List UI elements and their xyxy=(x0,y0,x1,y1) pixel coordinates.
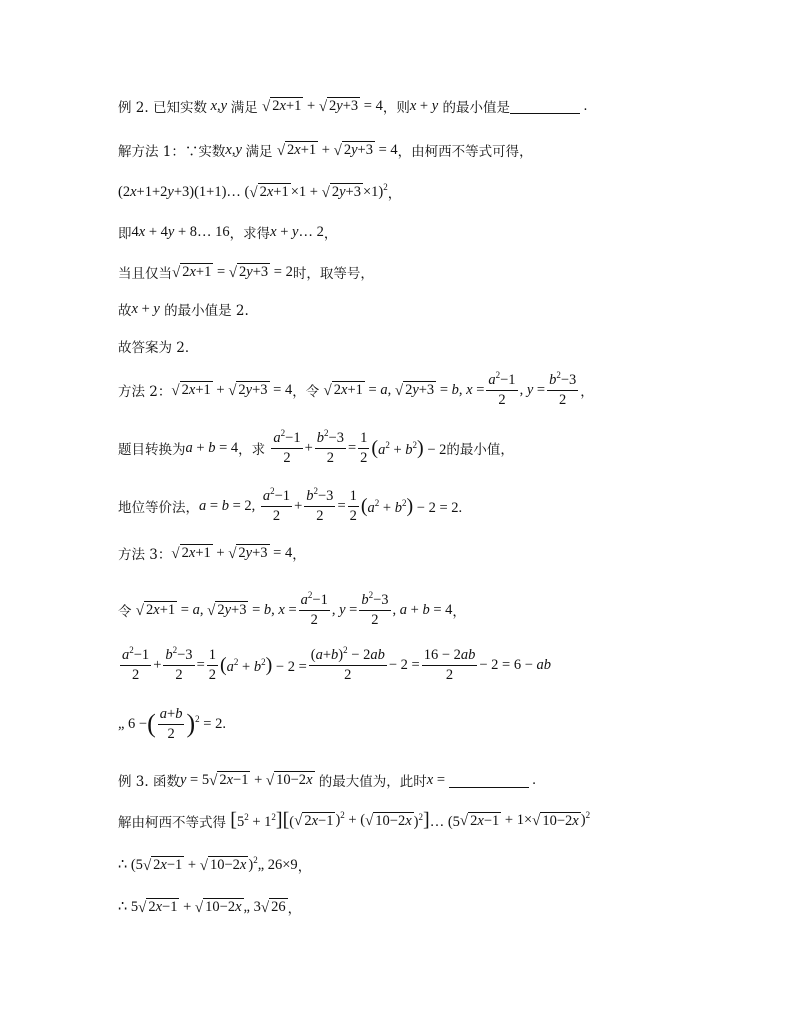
equality-condition: 当且仅当 √ 2x+1 = √ 2y+3 = 2 时，取等号， xyxy=(118,263,374,282)
example-3-bound: ∴ 5 √ 2x−1 + √ 10−2x „ 3 √ 26 ， xyxy=(118,898,302,917)
answer-blank xyxy=(510,99,580,114)
cauchy-inequality: (2x+1+2y+3)(1+1)… ( √ 2x+1 ×1 + √ 2y+3 ×1)$^2$ ， xyxy=(118,181,402,202)
method-3-conclusion: „ 6 − ( $\frac{a+b}{2}$ ) $^2$ = 2. xyxy=(118,706,226,742)
method-3-derivation: $\frac{a^2-1}{2}$ + $\frac{b^2-3}{2}$ = $\frac{1}{2}$ $(a^2 + b^2) - 2$ = $\frac{(a+b)^2 - 2ab}{2}$ − 2 = $\frac{16 - 2ab}{2}$ − 2 = 6 − ab xyxy=(122,645,552,683)
method-3-start: 方法 3： √ 2x+1 + √ 2y+3 = 4 ， xyxy=(118,544,306,563)
answer-blank-2 xyxy=(449,773,529,788)
answer-statement: 故答案为 2． xyxy=(118,340,199,356)
method-2-substitution: 方法 2： √ 2x+1 + √ 2y+3 = 4 ，令 √ 2x+1 = a, √ 2y+3 = b, x = $\frac{a^2-1}{2}$ , y = $\frac{b^2-3}{2}$ ， xyxy=(118,370,594,408)
sqrt-2x-plus-1: √ 2x+1 xyxy=(262,98,302,115)
method-3-substitution: 令 √ 2x+1 = a, √ 2y+3 = b, x = $\frac{a^2-1}{2}$ , y = $\frac{b^2-3}{2}$ , a + b = 4 ， xyxy=(118,590,466,628)
example-3-bound-squared: ∴ (5 √ 2x−1 + √ 10−2x )$^2$„ 26×9 ， xyxy=(118,854,312,875)
solution-method-1: 解方法 1：∵实数 x , y 满足 √ 2x+1 + √ 2y+3 = 4 ，由柯西不等式可得， xyxy=(118,141,533,160)
inequality-result: 即 4x + 4y + 8… 16 ，求得 x + y… 2 ， xyxy=(118,223,338,242)
example-3-cauchy: 解由柯西不等式得 $[5^2 + 1^2]$[( √ 2x−1 )$^2$ + ( √ 10−2x )$^2$]… (5 √ 2x−1 + 1× √ 10−2x )$^2$ xyxy=(118,809,591,831)
example-3-statement: 例 3. 函数 y = 5 √ 2x−1 + √ 10−2x 的最大值为，此时 x = . xyxy=(118,771,536,790)
method-2-equivalence: 地位等价法， a = b = 2, $\frac{a^2-1}{2}$ + $\frac{b^2-3}{2}$ = $\frac{1}{2}$ $(a^2 + b^2) - 2 = 2$. xyxy=(118,486,463,524)
minimum-statement: 故 x + y 的最小值是 2. xyxy=(118,300,249,319)
example-2-statement: 例 2. 已知实数 x , y 满足 √ 2x+1 + √ 2y+3 = 4 ，则 x + y 的最小值是 . xyxy=(118,97,588,116)
method-2-transform: 题目转换为 a + b = 4 ，求 $\frac{a^2-1}{2}$ + $\frac{b^2-3}{2}$ = $\frac{1}{2}$ $(a^2 + b^2) - 2$ 的最小值， xyxy=(118,428,514,466)
